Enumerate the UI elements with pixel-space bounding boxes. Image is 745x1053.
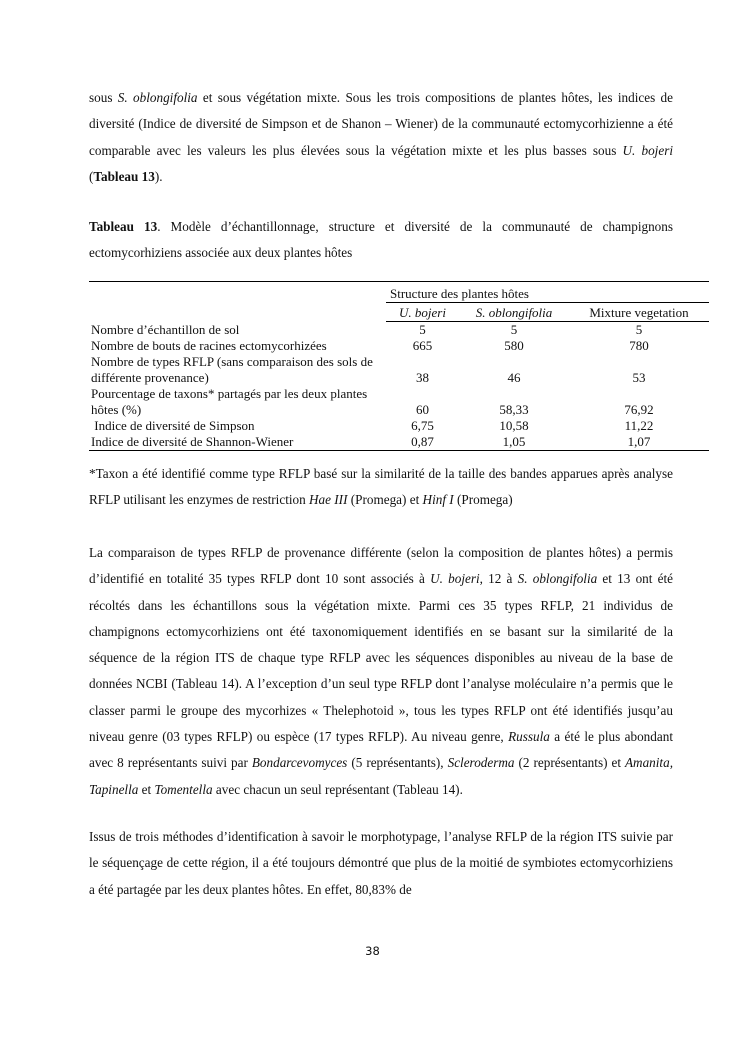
- cell-value: 46: [507, 370, 521, 385]
- species-name: S. oblongifolia: [117, 90, 198, 105]
- row-label: Nombre de types RFLP (sans comparaison des sols de différente provenance): [91, 354, 373, 385]
- cell-value: 780: [629, 338, 649, 353]
- cell-value: 76,92: [624, 402, 654, 417]
- table-caption-label: Tableau 13: [89, 219, 158, 234]
- cell-value: 60: [416, 402, 429, 417]
- table-13: [89, 281, 709, 451]
- column-header-mixture: Mixture vegetation: [569, 303, 709, 322]
- cell-value: 0,87: [386, 434, 459, 451]
- table-reference: Tableau 13: [93, 168, 155, 184]
- cell-value: 5: [419, 322, 426, 337]
- page-number: 38: [365, 944, 380, 958]
- table-row: [89, 322, 709, 339]
- table-footnote: *Taxon a été identifié comme type RFLP basé sur la similarité de la taille des bandes apparues après analyse RFLP utilisant les enzymes de restriction Hae III (Promega) et Hinf I (Promega): [89, 466, 673, 508]
- cell-value: 580: [504, 338, 524, 353]
- cell-value: 5: [635, 322, 643, 337]
- table-row: [89, 386, 709, 418]
- species-name: U. bojeri: [622, 142, 673, 158]
- table-caption-text: . Modèle d’échantillonnage, structure et diversité de la communauté de champignons ectomycorhiziens associée aux deux plantes hôtes: [89, 219, 673, 261]
- row-label: Nombre d’échantillon de sol: [91, 322, 240, 337]
- cell-value: 11,22: [624, 418, 654, 433]
- table-row: [89, 354, 709, 386]
- table-row: [89, 434, 709, 451]
- cell-value: 10,58: [499, 418, 529, 433]
- cell-value: 665: [412, 338, 433, 353]
- column-header-u-bojeri: U. bojeri: [386, 303, 459, 322]
- table-row: [89, 338, 709, 354]
- cell-value: 1,05: [459, 434, 569, 451]
- row-label: Indice de diversité de Simpson: [91, 418, 255, 433]
- table-row: [89, 418, 709, 434]
- column-header-s-oblongifolia: S. oblongifolia: [459, 303, 569, 322]
- group-header: Structure des plantes hôtes: [386, 282, 709, 303]
- conclusion-paragraph: Issus de trois méthodes d’identification à savoir le morphotypage, l’analyse RFLP de la région ITS suivie par le séquençage de cette région, il a été toujours démontré que plus de la moitié de symbiotes ectomycorhiziens a été partagée par les deux plantes hôtes. En effet, 80,83% de: [89, 829, 673, 897]
- row-label: Nombre de bouts de racines ectomycorhizées: [91, 338, 327, 353]
- results-paragraph: La comparaison de types RFLP de provenance différente (selon la composition de plantes hôtes) a permis d’identifié en totalité 35 types RFLP dont 10 sont associés à U. bojeri, 12 à S. oblongifolia et 13 ont été récoltés dans les échantillons sous la végétation mixte. Parmi ces 35 types RFLP, 21 individus de champignons ectomycorhiziens ont été taxonomiquement identifiés en se basant sur la similarité de la séquence de la région ITS de chaque type RFLP avec les séquences disponibles au niveau de la base de données NCBI (Tableau 14). A l’exception d’un seul type RFLP dont l’analyse moléculaire n’a permis que le classer parmi le groupe des mycorhizes « Thelephotoid », tous les types RFLP ont été identifiés jusqu’au niveau genre (03 types RFLP) ou espèce (17 types RFLP). Au niveau genre, Russula a été le plus abondant avec 8 représentants suivi par Bondarcevomyces (5 représentants), Scleroderma (2 représentants) et Amanita, Tapinella et Tomentella avec chacun un seul représentant (Tableau 14).: [89, 545, 674, 797]
- cell-value: 1,07: [569, 434, 709, 451]
- cell-value: 58,33: [499, 402, 529, 417]
- table-caption: [89, 214, 673, 267]
- cell-value: 5: [510, 322, 518, 337]
- row-label: Indice de diversité de Shannon-Wiener: [89, 434, 386, 451]
- cell-value: 6,75: [411, 418, 434, 433]
- cell-value: 38: [416, 370, 429, 385]
- intro-paragraph: sous S. oblongifolia et sous végétation mixte. Sous les trois compositions de plantes hôtes, les indices de diversité (Indice de diversité de Simpson et de Shanon – Wiener) de la communauté ectomycorhizienne a été comparable avec les valeurs les plus élevées sous la végétation mixte et les plus basses sous U. bojeri (Tableau 13).: [89, 90, 673, 184]
- row-label: Pourcentage de taxons* partagés par les deux plantes hôtes (%): [91, 386, 368, 417]
- cell-value: 53: [632, 370, 646, 385]
